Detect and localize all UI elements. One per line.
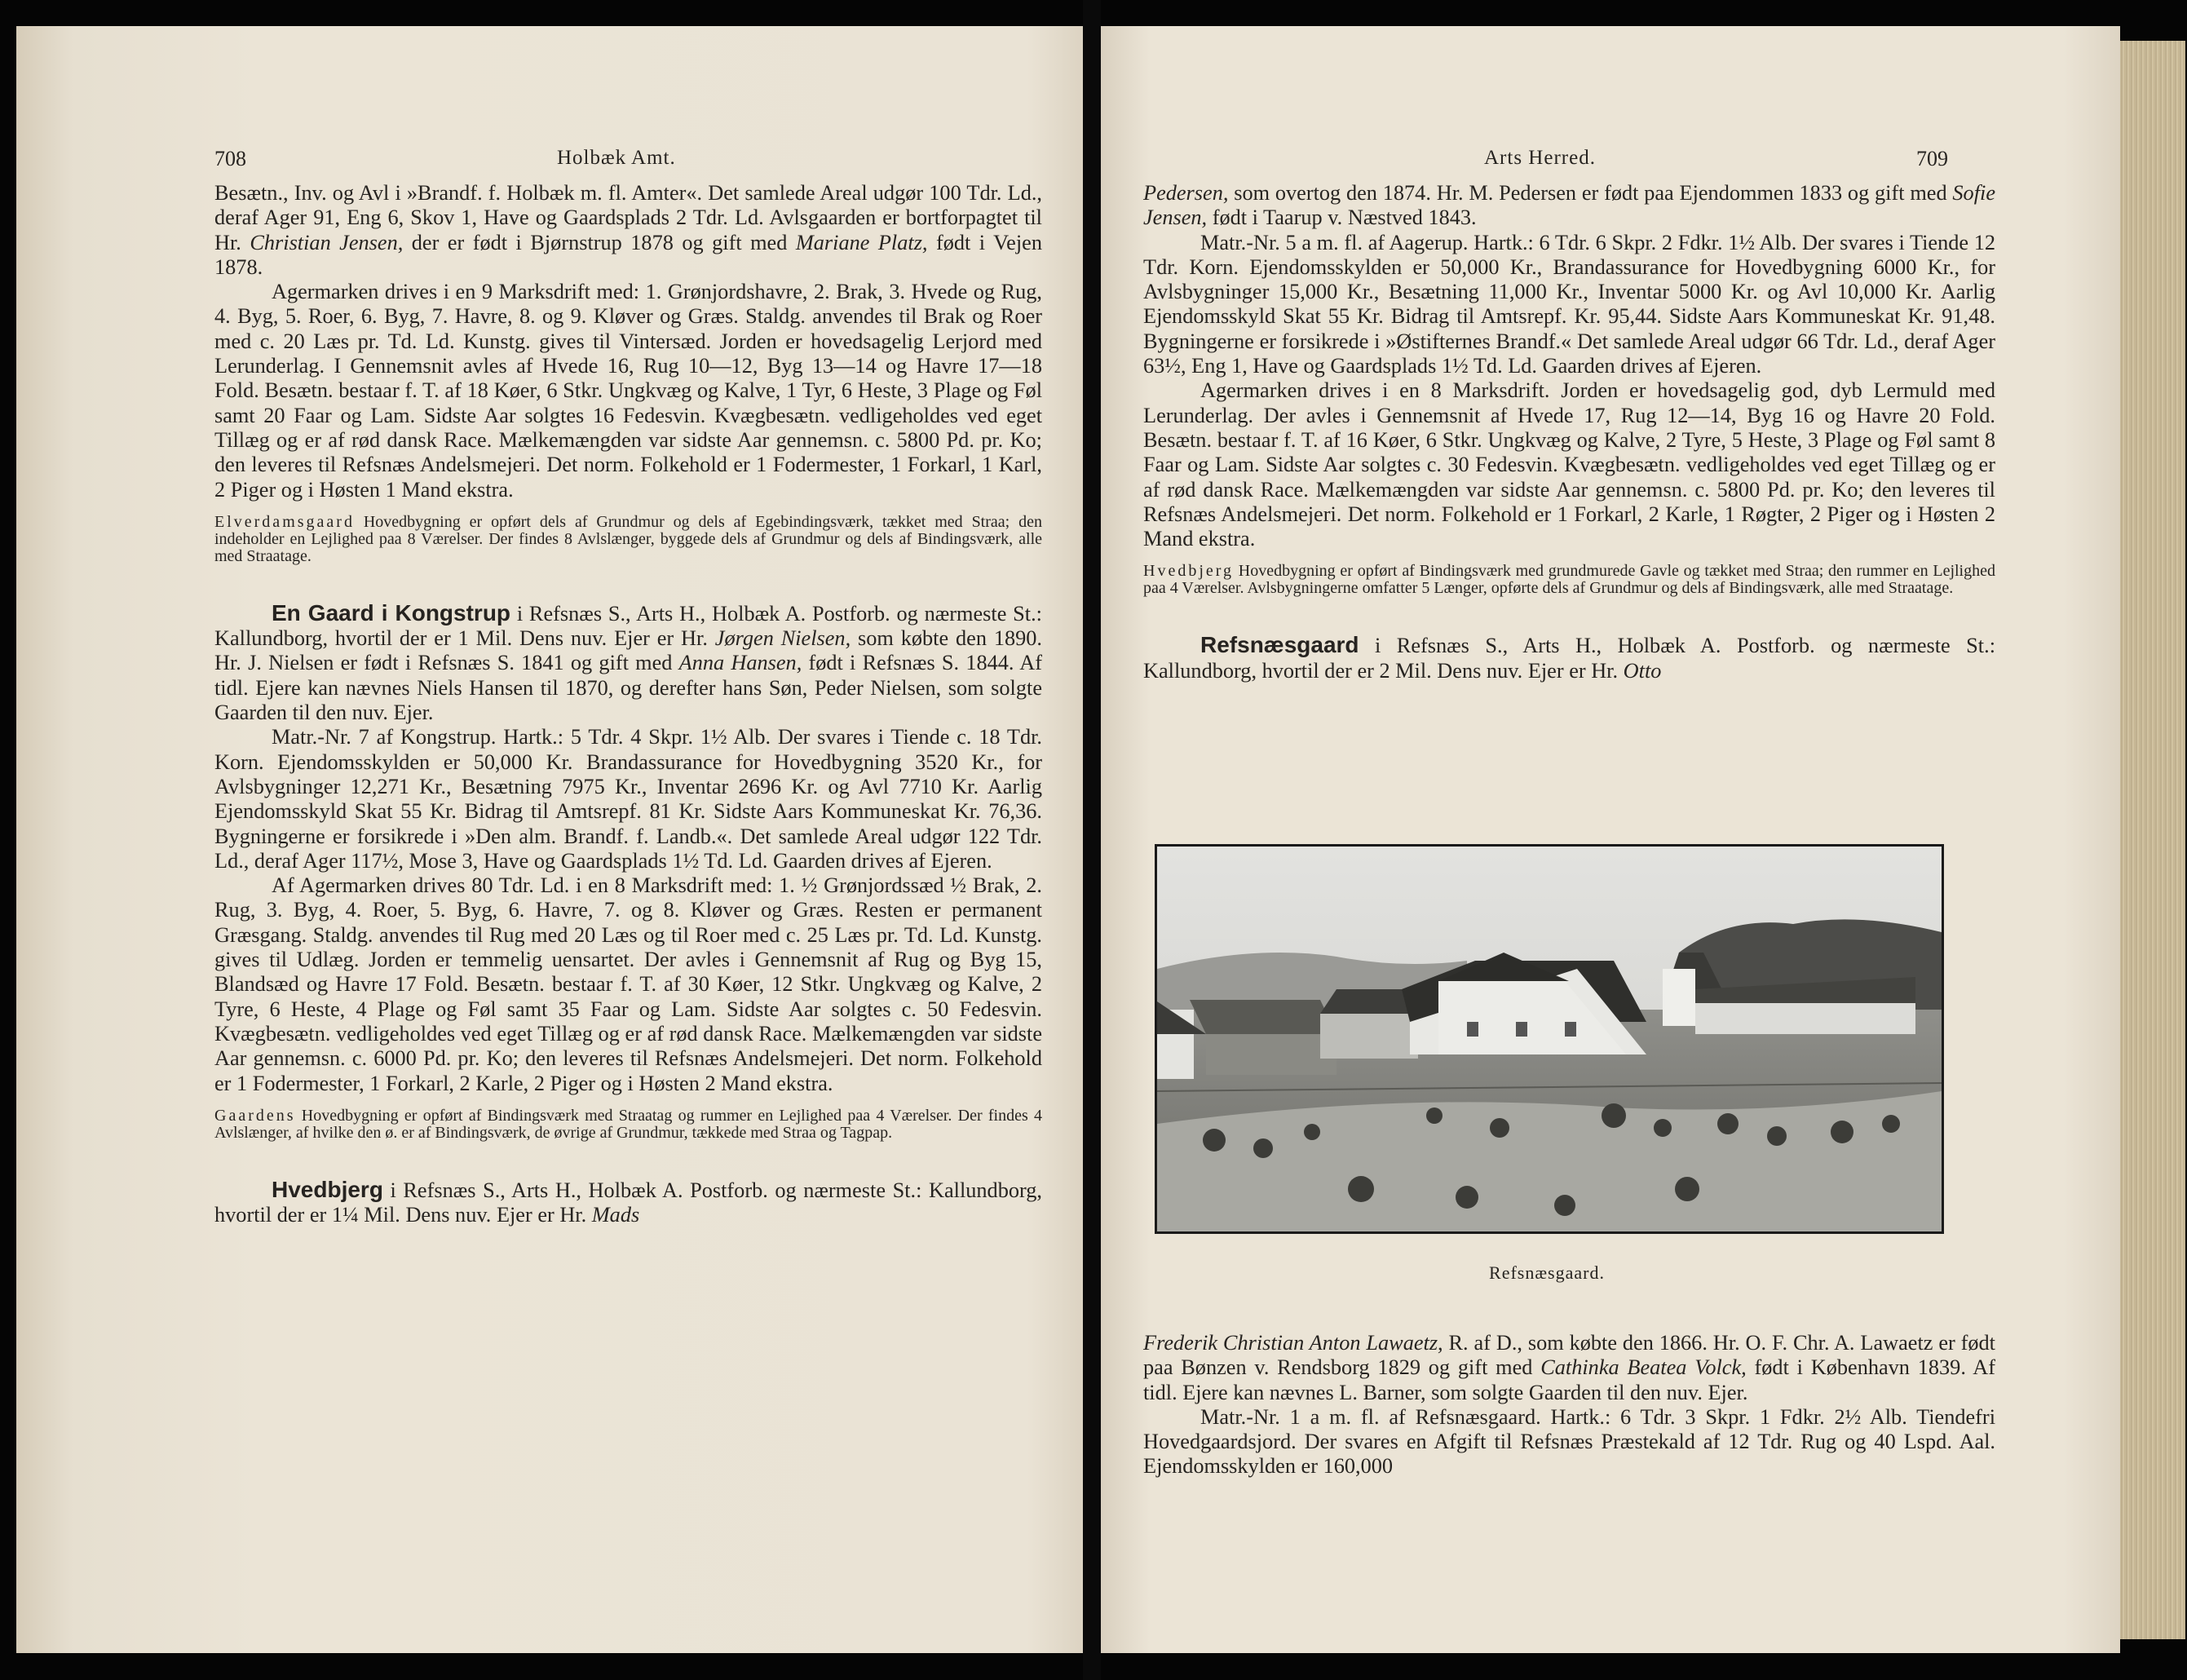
paragraph: Agermarken drives i en 8 Marksdrift. Jorden er hovedsagelig god, dyb Lermuld med Lerunderlag. Der avles i Gennemsnit af Hvede 17, Rug 12—14, Byg 16 og Havre 20 Fold. Besætn. bestaar f. T. af 16 Køer, 6 Stkr. Ungkvæg og Kalve, 2 Tyre, 5 Heste, 3 Plage og Føl samt 8 Faar og Lam. Sidste Aar solgtes c. 30 Fedesvin. Kvægbesætn. vedligeholdes ved eget Tillæg og er af rød dansk Race. Mælkemængden var sidste Aar gennemsn. c. 5800 Pd. pr. Ko; den leveres til Refsnæs Andelsmejeri. Det norm. Folkehold er 1 Forkarl, 2 Karle, 1 Røgter, 2 Piger og i Høsten 2 Mand ekstra. [1143, 378, 1995, 551]
paragraph: Af Agermarken drives 80 Tdr. Ld. i en 8 Marksdrift med: 1. ½ Grønjordssæd ½ Brak, 2. Rug, 3. Byg, 4. Roer, 5. Byg, 6. Havre, 7. og 8. Kløver og Græs. Resten er permanent Græsgang. Staldg. anvendes til Rug med 20 Læs og til Roer med c. 25 Læs pr. Td. Ld. Kunstg. gives til Udlæg. Jorden er temmelig uensartet. Der avles i Gennemsnit af Rug og Byg 15, Blandsæd og Havre 17 Fold. Besætn. bestaar f. T. af 30 Køer, 12 Stkr. Ungkvæg og Kalve, 2 Tyre, 6 Heste, 4 Plage og Føl samt 35 Faar og Lam. Sidste Aar solgtes c. 50 Fedesvin. Kvægbesætn. vedligeholdes ved eget Tillæg og er af rød dansk Race. Mælkemængden var sidste Aar gennemsn. c. 6000 Pd. pr. Ko; den leveres til Refsnæs Andelsmejeri. Det norm. Folkehold er 1 Fodermester, 1 Forkarl, 2 Karle, 2 Piger og i Høsten 2 Mand ekstra. [214, 873, 1042, 1095]
paragraph: Frederik Christian Anton Lawaetz, R. af D., som købte den 1866. Hr. O. F. Chr. A. Lawaetz er født paa Bønzen v. Rendsborg 1829 og gift med Cathinka Beatea Volck, født i København 1839. Af tidl. Ejere kan nævnes L. Barner, som solgte Gaarden til den nuv. Ejer. [1143, 1331, 1995, 1404]
paragraph: Matr.-Nr. 7 af Kongstrup. Hartk.: 5 Tdr. 4 Skpr. 1½ Alb. Der svares i Tiende c. 18 Tdr. Korn. Ejendomsskylden er 50,000 Kr. Brandassurance for Hovedbygning 3520 Kr., for Avlsbygninger 12,271 Kr., Besætning 7975 Kr., Inventar 2696 Kr. og Avl 7710 Kr. Aarlig Ejendomsskyld Skat 55 Kr. Bidrag til Amtsrepf. 81 Kr. Sidste Aars Kommuneskat Kr. 76,36. Bygningerne er forsikrede i »Den alm. Brandf. f. Landb.«. Det samlede Areal udgør 122 Tdr. Ld., deraf Ager 117½, Mose 3, Have og Gaardsplads 1½ Td. Ld. Gaarden drives af Ejeren. [214, 725, 1042, 873]
left-text-column [214, 181, 1042, 1227]
right-page [1101, 26, 2120, 1653]
entry-heading: En Gaard i Kongstrup [272, 599, 511, 626]
building-note: Gaardens Hovedbygning er opført af Bindingsværk med Straatag og rummer en Lejlighed paa 4 Værelser. Der findes 4 Avlslænger, af hvilke den ø. er af Bindingsværk, de øvrige af Grundmur, tækkede med Straa og Tagpap. [214, 1106, 1042, 1142]
running-head: Holbæk Amt. [557, 147, 676, 169]
photo-caption: Refsnæsgaard. [1489, 1262, 1605, 1283]
running-head: Arts Herred. [1484, 147, 1596, 169]
entry-paragraph: Refsnæsgaard i Refsnæs S., Arts H., Holbæk A. Postforb. og nærmeste St.: Kallundborg, hvortil der er 2 Mil. Dens nuv. Ejer er Hr. Otto [1143, 632, 1995, 683]
building-note: Hvedbjerg Hovedbygning er opført af Bindingsværk med grundmurede Gavle og tækket med Straa; den rummer en Lejlighed paa 4 Værelser. Avlsbygningerne omfatter 5 Længer, opførte dels af Grundmur og dels af Bindingsværk, alle med Straatage. [1143, 562, 1995, 598]
page-number: 709 [1916, 147, 1948, 170]
right-text-column-bottom [1143, 1331, 1995, 1479]
gutter-shadow [1075, 179, 1086, 995]
entry-heading: Refsnæsgaard [1200, 632, 1359, 658]
paragraph: Matr.-Nr. 5 a m. fl. af Aagerup. Hartk.: 6 Tdr. 6 Skpr. 2 Fdkr. 1½ Alb. Der svares i Tiende 12 Tdr. Korn. Ejendomsskylden er 50,000 Kr., Brandassurance for Hovedbygning 6000 Kr., for Avlsbygninger 15,000 Kr., Besætning 11,000 Kr., Inventar 5000 Kr. og Avl 10,000 Kr. Aarlig Ejendomsskyld Skat 55 Kr. Bidrag til Amtsrepf. Kr. 95,44. Sidste Aars Kommuneskat Kr. 91,48. Bygningerne er forsikrede i »Østifternes Brandf.« Det samlede Areal udgør 66 Tdr. Ld., deraf Ager 63½, Eng 1, Have og Gaardsplads 1½ Td. Ld. Gaarden drives af Ejeren. [1143, 230, 1995, 378]
page-number: 708 [214, 147, 246, 170]
paragraph: Agermarken drives i en 9 Marksdrift med: 1. Grønjordshavre, 2. Brak, 3. Hvede og Rug, 4. Byg, 5. Roer, 6. Byg, 7. Havre, 8. og 9. Kløver og Græs. Staldg. anvendes til Brak og Roer med c. 20 Læs pr. Td. Ld. Kunstg. gives til Vintersæd. Jorden er hovedsagelig Lerjord med Lerunderlag. I Gennemsnit avles af Hvede 16, Rug 10—12, Byg 13—14 og Havre 17—18 Fold. Besætn. bestaar f. T. af 18 Køer, 6 Stkr. Ungkvæg og Kalve, 1 Tyr, 6 Heste, 3 Plage og Føl samt 20 Faar og Lam. Sidste Aar solgtes 16 Fedesvin. Kvægbesætn. vedligeholdes ved eget Tillæg og er af rød dansk Race. Mælkemængden var sidste Aar gennemsn. c. 5800 Pd. pr. Ko; den leveres til Refsnæs Andelsmejeri. Det norm. Folkehold er 1 Fodermester, 1 Forkarl, 1 Karl, 2 Piger og i Høsten 1 Mand ekstra. [214, 280, 1042, 502]
right-text-column-top [1143, 181, 1995, 683]
left-page [16, 26, 1083, 1653]
farm-photograph [1155, 844, 1944, 1234]
paragraph: Pedersen, som overtog den 1874. Hr. M. Pedersen er født paa Ejendommen 1833 og gift med Sofie Jensen, født i Taarup v. Næstved 1843. [1143, 181, 1995, 230]
building-note: Elverdamsgaard Hovedbygning er opført dels af Grundmur og dels af Egebindingsværk, tækket med Straa; den indeholder en Lejlighed paa 8 Værelser. Der findes 8 Avlslænger, byggede dels af Grundmur og dels af Bindingsværk, alle med Straatage. [214, 512, 1042, 565]
entry-paragraph: Hvedbjerg i Refsnæs S., Arts H., Holbæk A. Postforb. og nærmeste St.: Kallundborg, hvortil der er 1¼ Mil. Dens nuv. Ejer er Hr. Mads [214, 1176, 1042, 1227]
entry-heading: Hvedbjerg [272, 1176, 383, 1202]
farm-photograph-image [1157, 847, 1942, 1231]
paragraph: Matr.-Nr. 1 a m. fl. af Refsnæsgaard. Hartk.: 6 Tdr. 3 Skpr. 1 Fdkr. 2½ Alb. Tiendefri Hovedgaardsjord. Der svares en Afgift til Refsnæs Præstekald af 12 Tdr. Rug og 40 Lspd. Aal. Ejendomsskylden er 160,000 [1143, 1404, 1995, 1479]
page-edges [2120, 41, 2185, 1639]
entry-paragraph: En Gaard i Kongstrup i Refsnæs S., Arts H., Holbæk A. Postforb. og nærmeste St.: Kallundborg, hvortil der er 1 Mil. Dens nuv. Ejer er Hr. Jørgen Nielsen, som købte den 1890. Hr. J. Nielsen er født i Refsnæs S. 1841 og gift med Anna Hansen, født i Refsnæs S. 1844. Af tidl. Ejere kan nævnes Niels Hansen til 1870, og derefter hans Søn, Peder Nielsen, som solgte Gaarden til den nuv. Ejer. [214, 599, 1042, 725]
paragraph: Besætn., Inv. og Avl i »Brandf. f. Holbæk m. fl. Amter«. Det samlede Areal udgør 100 Tdr. Ld., deraf Ager 91, Eng 6, Skov 1, Have og Gaardsplads 2 Tdr. Ld. Avlsgaarden er bortforpagtet til Hr. Christian Jensen, der er født i Bjørnstrup 1878 og gift med Mariane Platz, født i Vejen 1878. [214, 181, 1042, 279]
